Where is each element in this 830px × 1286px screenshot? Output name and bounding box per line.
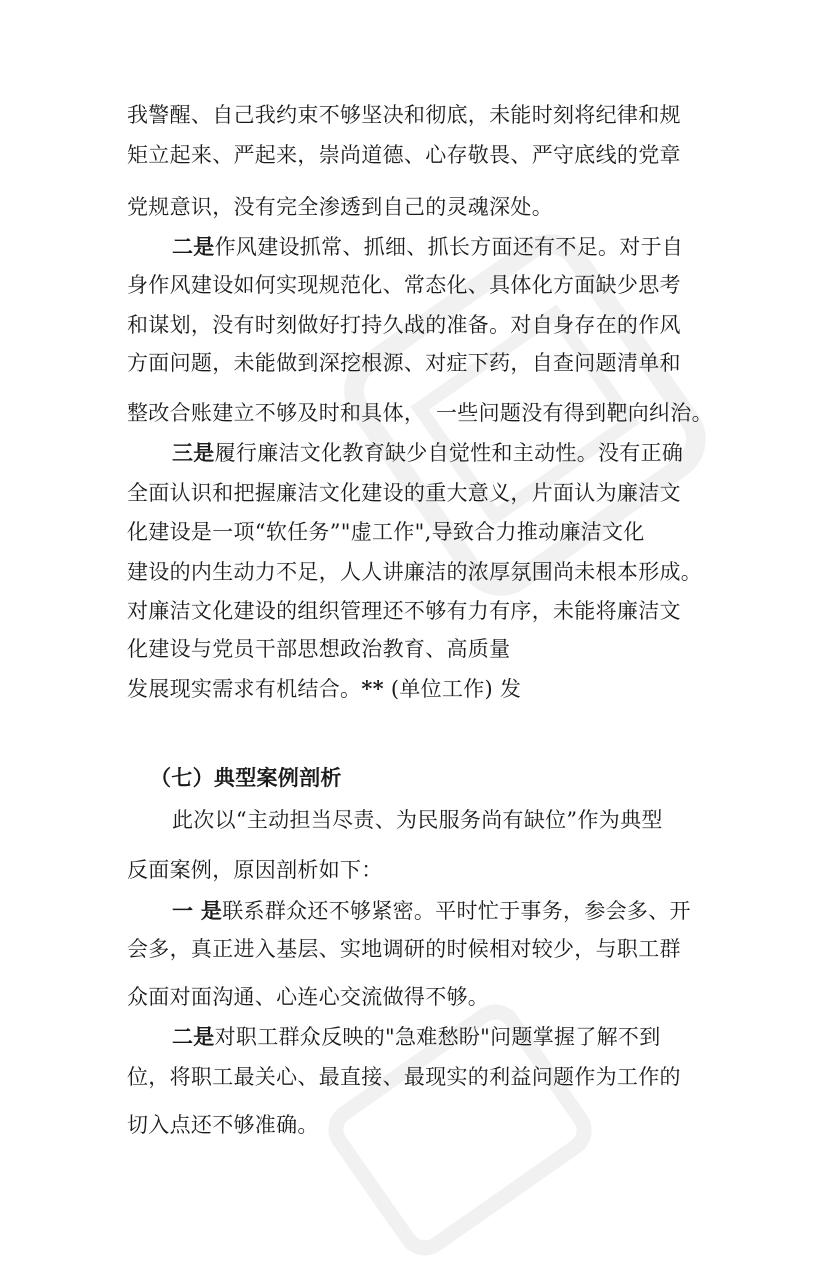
text-line: 位，将职工最关心、最直接、最现实的利益问题作为工作的 xyxy=(127,1065,681,1089)
paragraph-lead: 一 是 xyxy=(172,898,223,923)
text-line: 建设的内生动力不足，人人讲廉洁的浓厚氛围尚未根本形成。 xyxy=(127,560,703,584)
text-line: 联系群众还不够紧密。平时忙于事务，参会多、开 xyxy=(222,899,691,923)
text-line: 全面认识和把握廉洁文化建设的重大意义，片面认为廉洁文 xyxy=(127,481,681,505)
bold-marker: ** xyxy=(361,676,384,701)
paragraph-lead: 二是 xyxy=(172,234,215,259)
text-segment: (单位工作) 发 xyxy=(383,677,522,701)
text-line: 方面问题，未能做到深挖根源、对症下药，自查问题清单和 xyxy=(127,351,681,375)
text-line xyxy=(127,674,830,704)
paragraph-first-line xyxy=(172,896,830,926)
paragraph-first-line xyxy=(172,438,830,468)
text-segment: 发展现实需求有机结合。 xyxy=(127,677,362,701)
text-line: 和谋划，没有时刻做好打持久战的准备。对自身存在的作风 xyxy=(127,313,681,337)
text-line: 对廉洁文化建设的组织管理还不够有力有序，未能将廉洁文 xyxy=(127,599,681,623)
text-line: 化建设与党员干部思想政治教育、高质量 xyxy=(127,637,511,661)
paragraph-lead: 二是 xyxy=(172,1024,215,1049)
text-line: 此次以“主动担当尽责、为民服务尚有缺位”作为典型 xyxy=(172,808,663,832)
text-line: 对职工群众反映的"急难愁盼"问题掌握了解不到 xyxy=(214,1025,661,1049)
text-line: 矩立起来、严起来，崇尚道德、心存敬畏、严守底线的党章 xyxy=(127,143,681,167)
text-line: 众面对面沟通、心连心交流做得不够。 xyxy=(127,985,490,1009)
text-line: 党规意识，没有完全渗透到自己的灵魂深处。 xyxy=(127,195,553,219)
text-line xyxy=(127,722,830,752)
paragraph-first-line xyxy=(172,1022,830,1052)
text-line: 化建设是一项“软任务”"虚工作",导致合力推动廉洁文化 xyxy=(127,520,645,544)
text-line: 会多，真正进入基层、实地调研的时候相对较少，与职工群 xyxy=(127,937,681,961)
text-line: 切入点还不够准确。 xyxy=(127,1113,319,1137)
text-line: 我警醒、自己我约束不够坚决和彻底，未能时刻将纪律和规 xyxy=(127,103,681,127)
text-line: 身作风建设如何实现规范化、常态化、具体化方面缺少思考 xyxy=(127,273,681,297)
text-line: 履行廉洁文化教育缺少自觉性和主动性。没有正确 xyxy=(214,441,684,465)
text-line: 整改合账建立不够及时和具体， 一些问题没有得到靶向纠治。 xyxy=(127,401,713,425)
section-heading: （七）典型案例剖析 xyxy=(150,765,342,790)
text-line: 作风建设抓常、抓细、抓长方面还有不足。对于自 xyxy=(214,235,684,259)
paragraph-lead: 三是 xyxy=(172,440,215,465)
paragraph-first-line xyxy=(172,232,830,262)
text-line: 反面案例，原因剖析如下： xyxy=(127,858,383,882)
